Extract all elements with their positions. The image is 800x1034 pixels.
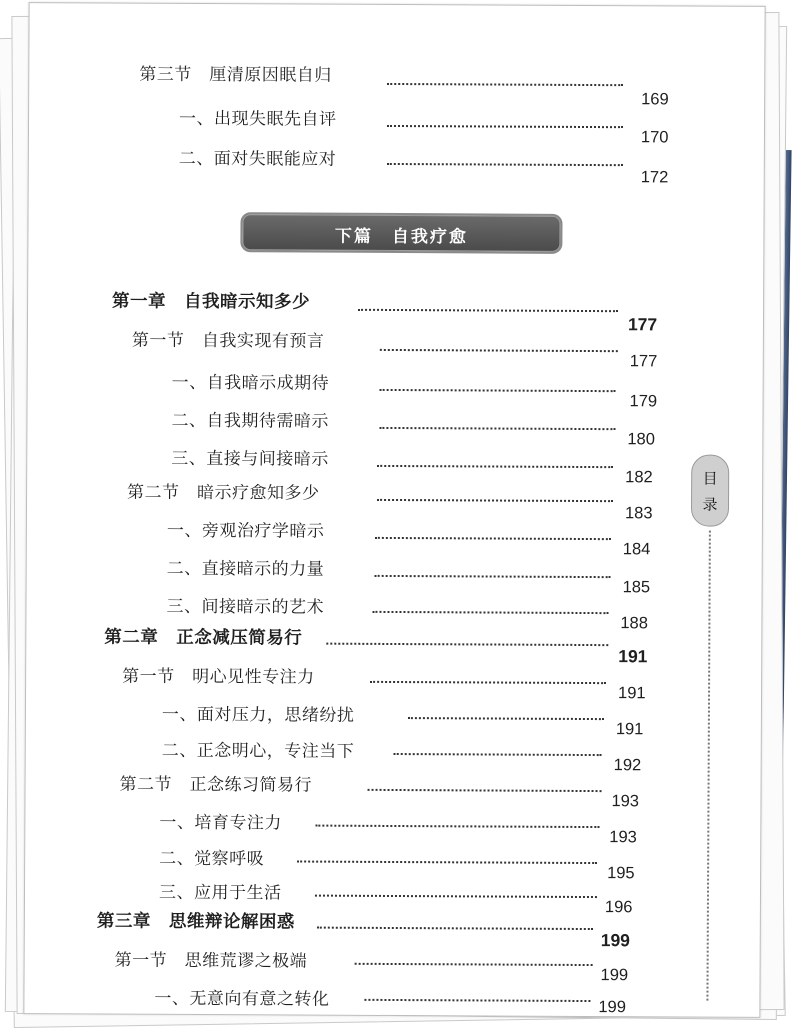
item-page: 180 [627, 430, 655, 449]
toc-item [25, 807, 760, 847]
item-label: 二、正念明心，专注当下 [161, 740, 355, 762]
section-label: 第一节 明心见性专注力 [122, 666, 315, 688]
toc-entry-label: 第三节 厘清原因眠自归 [139, 64, 332, 86]
leader-dots [355, 963, 593, 966]
item-label: 三、直接与间接暗示 [171, 448, 329, 470]
toc-item [27, 443, 762, 487]
leader-dots [317, 927, 593, 930]
toc-item [25, 877, 760, 917]
leader-dots [368, 789, 602, 792]
item-page: 196 [604, 898, 633, 917]
toc-section [27, 477, 762, 523]
item-label: 一、自我暗示成期待 [171, 372, 330, 394]
leader-dots [297, 860, 597, 864]
item-page: 192 [613, 756, 642, 775]
item-page: 191 [615, 720, 644, 739]
leader-dots [380, 349, 618, 352]
toc-entry-page: 169 [641, 90, 669, 109]
item-label: 一、面对压力，思绪纷扰 [161, 704, 355, 726]
toc-entry-label: 一、出现失眠先自评 [178, 108, 337, 130]
leader-dots [372, 611, 608, 614]
item-page: 199 [598, 998, 626, 1017]
item-label: 二、自我期待需暗示 [171, 410, 330, 432]
item-page: 182 [625, 468, 653, 487]
leader-dots [387, 83, 623, 86]
item-label: 二、觉察呼吸 [159, 848, 265, 870]
item-label: 一、旁观治疗学暗示 [166, 520, 325, 542]
toc-section [26, 661, 761, 703]
toc-side-tab-char: 目 [702, 469, 718, 488]
toc-page [23, 2, 765, 1018]
leader-dots [364, 999, 590, 1002]
chapter-page: 191 [618, 646, 648, 667]
item-label: 三、应用于生活 [158, 882, 282, 904]
toc-entry-label: 二、面对失眠能应对 [178, 148, 337, 170]
item-label: 二、直接暗示的力量 [166, 558, 325, 580]
toc-chapter [28, 287, 763, 335]
toc-item [26, 591, 761, 633]
section-label: 第二节 暗示疗愈知多少 [127, 482, 320, 504]
toc-item [27, 405, 762, 449]
toc-side-tab-char: 录 [702, 495, 718, 514]
chapter-page: 199 [600, 930, 631, 951]
toc-item [27, 515, 762, 559]
item-page: 179 [629, 392, 658, 411]
leader-dots [387, 125, 623, 128]
toc-chapter [26, 623, 761, 667]
toc-section [25, 945, 760, 985]
chapter-label: 第二章 正念减压简易行 [104, 626, 303, 648]
toc-item [25, 843, 760, 883]
leader-dots [377, 499, 613, 502]
leader-dots [326, 643, 608, 646]
toc-entry [29, 59, 764, 109]
toc-side-tab [691, 455, 729, 527]
item-page: 184 [622, 540, 651, 559]
item-page: 195 [607, 864, 635, 883]
toc-section [28, 325, 763, 371]
chapter-label: 第三章 思维辩论解困惑 [96, 910, 295, 932]
leader-dots [375, 537, 611, 540]
toc-item [24, 983, 759, 1017]
chapter-page: 177 [627, 314, 658, 335]
section-label: 第二节 正念练习简易行 [119, 774, 313, 796]
leader-dots [375, 575, 611, 578]
toc-item [26, 699, 761, 739]
section-page: 199 [600, 966, 629, 985]
toc-section [25, 769, 760, 811]
toc-entry-page: 170 [640, 128, 669, 147]
item-page: 185 [622, 578, 651, 597]
toc-item [28, 367, 763, 411]
toc-chapter [25, 907, 760, 951]
section-page: 193 [611, 792, 640, 811]
section-page: 177 [629, 352, 658, 371]
leader-dots [387, 163, 623, 166]
section-label: 第一节 自我实现有预言 [131, 330, 325, 352]
leader-dots [315, 895, 597, 898]
item-page: 193 [609, 828, 637, 847]
part-banner [240, 212, 562, 254]
leader-dots [394, 753, 602, 756]
item-label: 三、间接暗示的艺术 [166, 596, 325, 618]
part-banner-title: 下篇 自我疗愈 [334, 226, 468, 247]
toc-item [26, 735, 761, 775]
item-label: 一、无意向有意之转化 [154, 988, 330, 1010]
chapter-label: 第一章 自我暗示知多少 [112, 290, 311, 312]
toc-entry [29, 103, 764, 147]
section-page: 191 [617, 684, 646, 703]
leader-dots [379, 427, 615, 430]
leader-dots [315, 825, 599, 828]
toc-item [27, 553, 762, 597]
section-page: 183 [624, 504, 653, 523]
leader-dots [408, 717, 604, 720]
leader-dots [380, 389, 616, 392]
section-label: 第一节 思维荒谬之极端 [114, 950, 308, 972]
toc-entry [29, 143, 764, 187]
item-label: 一、培育专注力 [159, 812, 282, 834]
leader-dots [358, 309, 618, 312]
toc-entry-page: 172 [640, 168, 669, 187]
leader-dots [370, 681, 606, 684]
leader-dots [377, 465, 613, 468]
item-page: 188 [620, 614, 648, 633]
